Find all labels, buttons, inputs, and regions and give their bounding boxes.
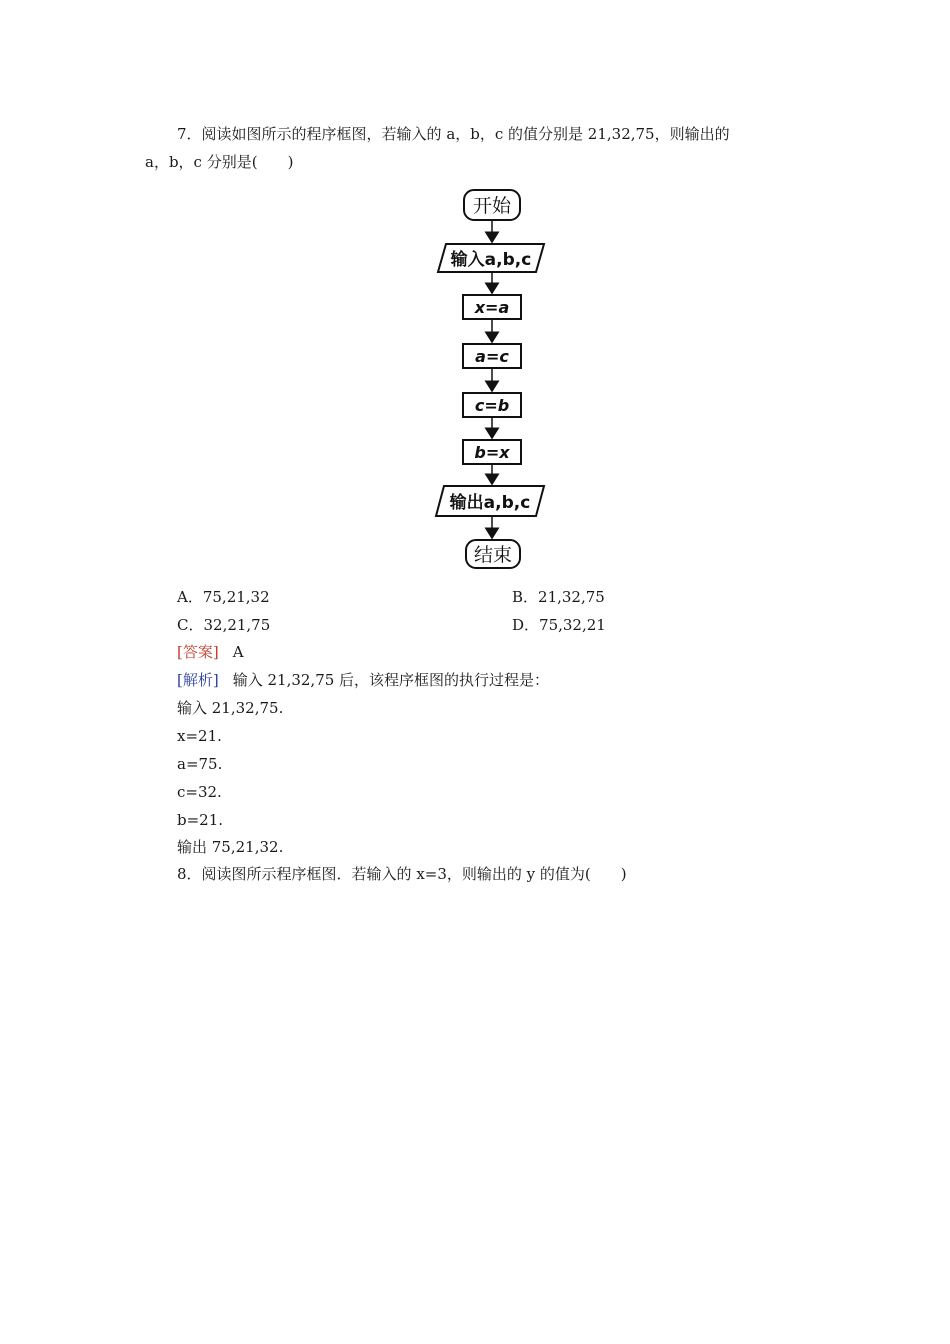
option-c: C．32,21,75 <box>177 616 271 634</box>
analysis-step: 输出 75,21,32. <box>177 838 284 856</box>
process-label-c-b: c=b <box>474 396 510 415</box>
analysis-intro: 输入 21,32,75 后，该程序框图的执行过程是： <box>232 671 550 689</box>
option-a: A．75,21,32 <box>177 588 270 606</box>
question-7-line-2: a，b，c 分别是( ) <box>145 153 294 171</box>
option-b: B．21,32,75 <box>512 588 605 606</box>
answer-value: A <box>232 643 244 661</box>
start-label: 开始 <box>472 195 512 217</box>
process-label-a-c: a=c <box>475 347 509 366</box>
analysis-step: b=21. <box>177 811 224 829</box>
process-label-x-a: x=a <box>474 298 510 317</box>
analysis-tag: [解析] <box>177 671 219 689</box>
analysis-step: 输入 21,32,75. <box>177 699 284 717</box>
answer-tag: [答案] <box>177 643 219 661</box>
question-7-line-1: 7．阅读如图所示的程序框图，若输入的 a，b，c 的值分别是 21,32,75，则输出的 <box>177 125 730 143</box>
process-label-b-x: b=x <box>474 443 510 462</box>
answer-line <box>177 642 244 662</box>
analysis-line <box>177 670 549 690</box>
option-d: D．75,32,21 <box>512 616 606 634</box>
flowchart <box>420 180 570 575</box>
analysis-step: c=32. <box>177 783 222 801</box>
input-label: 输入a,b,c <box>450 250 532 270</box>
output-label: 输出a,b,c <box>449 493 531 513</box>
analysis-step: x=21. <box>177 727 222 745</box>
end-label: 结束 <box>473 544 513 566</box>
analysis-step: a=75. <box>177 755 223 773</box>
question-8: 8．阅读图所示程序框图．若输入的 x=3，则输出的 y 的值为( ) <box>177 865 627 883</box>
